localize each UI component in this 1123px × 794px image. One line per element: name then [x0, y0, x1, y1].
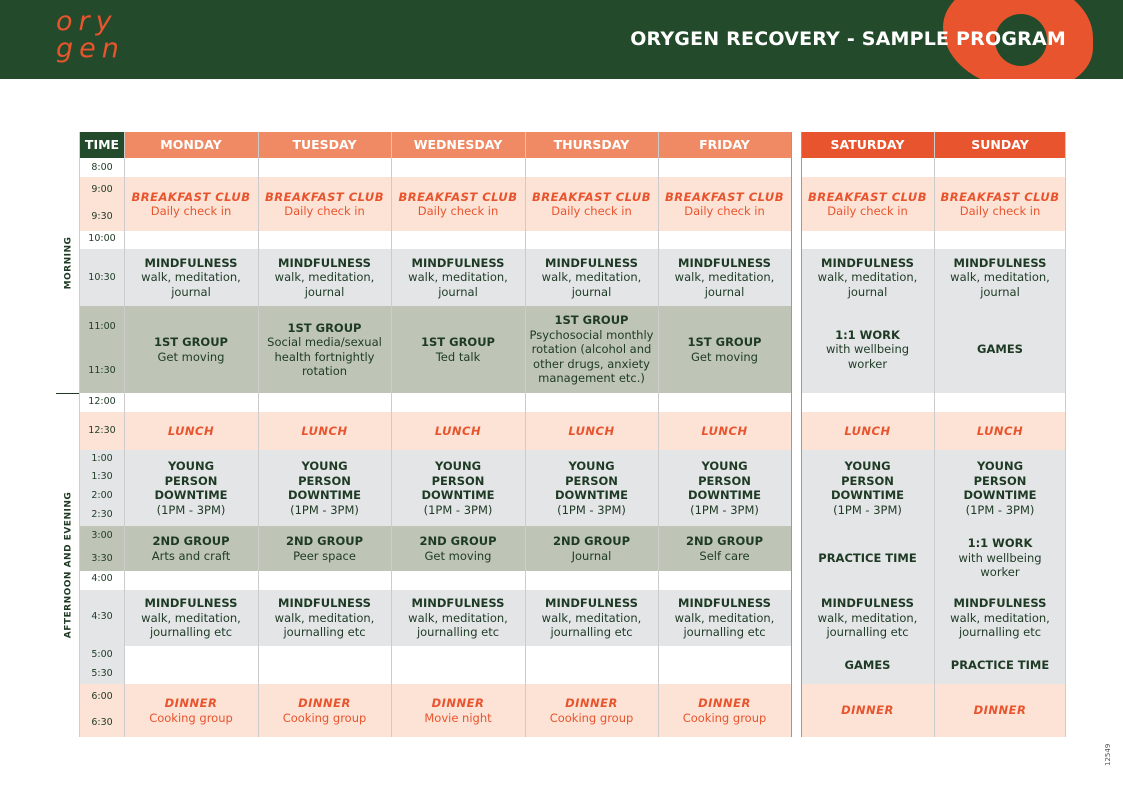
mindfulness-title: MINDFULNESS — [545, 255, 638, 270]
lunch-wednesday — [391, 412, 525, 450]
orygen-logo — [56, 8, 146, 70]
mindfulness-pm-sub: walk, meditation, journalling etc — [817, 610, 918, 640]
empty-slot — [391, 231, 525, 249]
empty-slot — [801, 158, 934, 177]
group2-monday — [124, 526, 258, 571]
group1-thursday — [525, 306, 658, 393]
lunch-monday — [124, 412, 258, 450]
mindfulness-pm-title: MINDFULNESS — [953, 596, 1047, 611]
empty-slot — [525, 571, 658, 590]
group2-title: 2ND GROUP — [152, 534, 230, 548]
empty-slot — [258, 231, 391, 249]
mindfulness-am-saturday — [801, 249, 934, 306]
group1-title: 1ST GROUP — [421, 335, 495, 349]
empty-slot — [934, 231, 1066, 249]
lunch-thursday — [525, 412, 658, 450]
group2-saturday — [801, 526, 934, 590]
empty-slot — [801, 231, 934, 249]
section-afternoon — [56, 393, 80, 737]
dinner-label: DINNER — [431, 696, 485, 710]
time-label: 11:30 — [88, 365, 116, 376]
mindfulness-title: MINDFULNESS — [821, 255, 914, 270]
group1-sub: Ted talk — [435, 349, 481, 364]
dinner-label: DINNER — [973, 703, 1027, 718]
downtime-title: YOUNG PERSON DOWNTIME — [963, 459, 1037, 502]
downtime-tuesday — [258, 450, 391, 526]
group2-friday — [658, 526, 791, 571]
mindfulness-sub: walk, meditation, journal — [950, 270, 1050, 299]
empty-slot — [525, 158, 658, 177]
mindfulness-pm-monday — [124, 590, 258, 646]
group1-tuesday — [258, 306, 391, 393]
dinner-sub: Cooking group — [282, 710, 367, 725]
section-morning-label-wrap — [56, 132, 80, 393]
group2-sub: Get moving — [424, 548, 492, 563]
breakfast-sub: Daily check in — [551, 204, 632, 218]
lunch-label: LUNCH — [844, 423, 891, 438]
dinner-monday — [124, 684, 258, 737]
dinner-sub: Movie night — [424, 710, 492, 725]
time-label: 3:30 — [91, 553, 113, 564]
time-label: 3:00 — [91, 530, 113, 541]
breakfast-title: BREAKFAST CLUB — [532, 189, 651, 204]
downtime-saturday — [801, 450, 934, 526]
breakfast-sub: Daily check in — [959, 204, 1041, 218]
mindfulness-pm-wednesday — [391, 590, 525, 646]
time-label: 10:30 — [88, 272, 116, 283]
breakfast-title: BREAKFAST CLUB — [808, 189, 927, 204]
section-morning-label: MORNING — [63, 236, 73, 289]
mindfulness-pm-sub: walk, meditation, journalling etc — [408, 610, 508, 640]
breakfast-title: BREAKFAST CLUB — [665, 189, 784, 204]
group2-title: 2ND GROUP — [552, 534, 630, 548]
time-slot-bg — [80, 306, 124, 393]
time-label: 8:00 — [91, 162, 113, 173]
mindfulness-am-thursday — [525, 249, 658, 306]
lunch-label: LUNCH — [434, 423, 482, 438]
group2-sub: with wellbeing worker — [958, 550, 1042, 580]
page-title: ORYGEN RECOVERY - SAMPLE PROGRAM — [630, 28, 1066, 50]
day-header-tuesday: TUESDAY — [258, 132, 391, 158]
lunch-label: LUNCH — [568, 423, 615, 438]
weekend-late-saturday — [801, 646, 934, 684]
breakfast-club-friday — [658, 177, 791, 231]
dinner-saturday — [801, 684, 934, 737]
empty-slot — [124, 571, 258, 590]
dinner-label: DINNER — [565, 696, 618, 710]
mindfulness-pm-sunday — [934, 590, 1066, 646]
group1-title: 1:1 WORK — [835, 327, 900, 342]
weekend-divider — [791, 132, 792, 737]
mindfulness-title: MINDFULNESS — [953, 255, 1047, 270]
group1-sunday — [934, 306, 1066, 393]
breakfast-sub: Daily check in — [417, 204, 499, 218]
dinner-sub: Cooking group — [149, 710, 233, 725]
mindfulness-am-sunday — [934, 249, 1066, 306]
breakfast-sub: Daily check in — [827, 204, 908, 218]
empty-slot — [525, 393, 658, 412]
empty-slot — [391, 158, 525, 177]
empty-slot — [658, 158, 791, 177]
downtime-title: YOUNG PERSON DOWNTIME — [687, 459, 762, 502]
section-afternoon-label: AFTERNOON AND EVENING — [63, 491, 73, 639]
breakfast-club-monday — [124, 177, 258, 231]
downtime-sub: (1PM - 3PM) — [965, 502, 1035, 517]
dinner-sunday — [934, 684, 1066, 737]
downtime-title: YOUNG PERSON DOWNTIME — [554, 459, 629, 502]
group1-title: 1ST GROUP — [287, 320, 362, 335]
breakfast-title: BREAKFAST CLUB — [131, 189, 251, 204]
mindfulness-pm-friday — [658, 590, 791, 646]
lunch-tuesday — [258, 412, 391, 450]
lunch-label: LUNCH — [301, 423, 348, 438]
mindfulness-sub: walk, meditation, journal — [274, 270, 375, 299]
lunch-label: LUNCH — [167, 423, 215, 438]
mindfulness-pm-title: MINDFULNESS — [278, 596, 371, 611]
mindfulness-title: MINDFULNESS — [678, 255, 771, 270]
column-divider — [258, 132, 259, 737]
mindfulness-sub: walk, meditation, journal — [541, 270, 642, 299]
mindfulness-am-friday — [658, 249, 791, 306]
downtime-title: YOUNG PERSON DOWNTIME — [154, 459, 228, 502]
weekend-late-title: PRACTICE TIME — [950, 657, 1050, 672]
mindfulness-pm-sub: walk, meditation, journalling etc — [141, 610, 241, 640]
time-label: 12:30 — [88, 425, 116, 436]
group2-sub: Arts and craft — [151, 548, 231, 563]
logo-line-2: gen — [56, 33, 125, 64]
section-afternoon-label-wrap — [56, 393, 80, 737]
breakfast-sub: Daily check in — [684, 204, 765, 218]
downtime-sub: (1PM - 3PM) — [290, 502, 359, 517]
breakfast-title: BREAKFAST CLUB — [265, 189, 384, 204]
mindfulness-title: MINDFULNESS — [278, 255, 371, 270]
header-bar — [0, 0, 1123, 79]
weekend-late-title: GAMES — [844, 657, 891, 672]
downtime-sub: (1PM - 3PM) — [690, 502, 759, 517]
empty-slot — [658, 231, 791, 249]
breakfast-sub: Daily check in — [150, 204, 232, 218]
mindfulness-sub: walk, meditation, journal — [674, 270, 775, 299]
group1-sub: Psychosocial monthly rotation (alcohol and other drugs, anxiety management etc.) — [529, 327, 654, 386]
mindfulness-sub: walk, meditation, journal — [408, 270, 508, 299]
downtime-thursday — [525, 450, 658, 526]
group1-sub: Get moving — [691, 349, 758, 364]
mindfulness-am-tuesday — [258, 249, 391, 306]
breakfast-title: BREAKFAST CLUB — [940, 189, 1060, 204]
dinner-sub: Cooking group — [549, 710, 634, 725]
dinner-sub: Cooking group — [682, 710, 767, 725]
downtime-sunday — [934, 450, 1066, 526]
time-border — [124, 132, 125, 737]
lunch-label: LUNCH — [701, 423, 748, 438]
logo-line-1: ory — [56, 6, 118, 37]
time-label: 1:00 — [91, 453, 113, 464]
day-header-friday: FRIDAY — [658, 132, 791, 158]
breakfast-club-sunday — [934, 177, 1066, 231]
group1-title: 1ST GROUP — [687, 335, 762, 349]
empty-slot — [934, 393, 1066, 412]
time-column-header: TIME — [80, 132, 124, 158]
mindfulness-title: MINDFULNESS — [144, 255, 238, 270]
time-label: 4:30 — [91, 611, 113, 622]
mindfulness-am-monday — [124, 249, 258, 306]
breakfast-club-tuesday — [258, 177, 391, 231]
group2-title: 1:1 WORK — [967, 536, 1033, 551]
dinner-friday — [658, 684, 791, 737]
mindfulness-sub: walk, meditation, journal — [817, 270, 918, 299]
downtime-friday — [658, 450, 791, 526]
dinner-label: DINNER — [841, 703, 894, 718]
group1-sub: Get moving — [157, 349, 225, 364]
time-label: 4:00 — [91, 573, 113, 584]
downtime-title: YOUNG PERSON DOWNTIME — [287, 459, 362, 502]
downtime-wednesday — [391, 450, 525, 526]
empty-slot — [124, 646, 258, 684]
empty-slot — [391, 646, 525, 684]
group2-sub: Peer space — [293, 548, 356, 563]
column-divider — [658, 132, 659, 737]
lunch-saturday — [801, 412, 934, 450]
mindfulness-pm-tuesday — [258, 590, 391, 646]
mindfulness-pm-title: MINDFULNESS — [545, 596, 638, 611]
group2-thursday — [525, 526, 658, 571]
downtime-sub: (1PM - 3PM) — [423, 502, 493, 517]
empty-slot — [658, 646, 791, 684]
day-header-thursday: THURSDAY — [525, 132, 658, 158]
group1-friday — [658, 306, 791, 393]
mindfulness-pm-title: MINDFULNESS — [821, 596, 914, 611]
mindfulness-pm-sub: walk, meditation, journalling etc — [674, 610, 775, 640]
downtime-sub: (1PM - 3PM) — [557, 502, 626, 517]
day-header-monday: MONDAY — [124, 132, 258, 158]
empty-slot — [258, 393, 391, 412]
time-label: 6:00 — [91, 691, 113, 702]
empty-slot — [124, 231, 258, 249]
mindfulness-pm-title: MINDFULNESS — [144, 596, 238, 611]
group2-sub: Self care — [699, 548, 750, 563]
lunch-sunday — [934, 412, 1066, 450]
day-header-saturday: SATURDAY — [801, 132, 934, 158]
mindfulness-pm-sub: walk, meditation, journalling etc — [541, 610, 642, 640]
mindfulness-pm-title: MINDFULNESS — [678, 596, 771, 611]
empty-slot — [658, 571, 791, 590]
time-label: 2:30 — [91, 509, 113, 520]
breakfast-title: BREAKFAST CLUB — [398, 189, 518, 204]
downtime-title: YOUNG PERSON DOWNTIME — [421, 459, 495, 502]
mindfulness-pm-thursday — [525, 590, 658, 646]
empty-slot — [258, 158, 391, 177]
group1-title: 1ST GROUP — [154, 335, 228, 349]
column-divider — [934, 132, 935, 737]
day-header-wednesday: WEDNESDAY — [391, 132, 525, 158]
breakfast-club-wednesday — [391, 177, 525, 231]
weekend-late-sunday — [934, 646, 1066, 684]
breakfast-club-thursday — [525, 177, 658, 231]
empty-slot — [391, 393, 525, 412]
downtime-monday — [124, 450, 258, 526]
empty-slot — [525, 231, 658, 249]
group1-sub: with wellbeing worker — [825, 342, 910, 371]
time-label: 11:00 — [88, 321, 116, 332]
group2-title: 2ND GROUP — [419, 534, 497, 548]
dinner-label: DINNER — [698, 696, 751, 710]
group1-title: 1ST GROUP — [554, 313, 629, 328]
empty-slot — [124, 158, 258, 177]
empty-slot — [658, 393, 791, 412]
group2-sunday — [934, 526, 1066, 590]
group2-title: PRACTICE TIME — [818, 550, 917, 565]
lunch-friday — [658, 412, 791, 450]
group1-wednesday — [391, 306, 525, 393]
time-label: 10:00 — [88, 233, 116, 244]
empty-slot — [934, 158, 1066, 177]
group2-sub: Journal — [571, 548, 612, 563]
empty-slot — [258, 571, 391, 590]
time-label: 5:00 — [91, 649, 113, 660]
group2-tuesday — [258, 526, 391, 571]
dinner-label: DINNER — [298, 696, 351, 710]
time-label: 1:30 — [91, 471, 113, 482]
mindfulness-title: MINDFULNESS — [411, 255, 505, 270]
group2-title: 2ND GROUP — [685, 534, 763, 548]
time-label: 2:00 — [91, 490, 113, 501]
mindfulness-pm-sub: walk, meditation, journalling etc — [274, 610, 375, 640]
empty-slot — [124, 393, 258, 412]
empty-slot — [258, 646, 391, 684]
day-header-sunday: SUNDAY — [934, 132, 1066, 158]
group1-title: GAMES — [977, 342, 1023, 357]
downtime-sub: (1PM - 3PM) — [156, 502, 226, 517]
downtime-sub: (1PM - 3PM) — [833, 502, 902, 517]
empty-slot — [525, 646, 658, 684]
section-morning — [56, 132, 80, 393]
time-label: 9:00 — [91, 184, 113, 195]
right-border — [1065, 132, 1066, 737]
dinner-label: DINNER — [164, 696, 218, 710]
mindfulness-pm-saturday — [801, 590, 934, 646]
column-divider — [525, 132, 526, 737]
empty-slot — [801, 393, 934, 412]
time-label: 9:30 — [91, 211, 113, 222]
mindfulness-pm-sub: walk, meditation, journalling etc — [950, 610, 1050, 640]
breakfast-sub: Daily check in — [284, 204, 365, 218]
group1-sub: Social media/sexual health fortnightly rotation — [267, 335, 382, 378]
time-label: 6:30 — [91, 717, 113, 728]
mindfulness-pm-title: MINDFULNESS — [411, 596, 505, 611]
downtime-title: YOUNG PERSON DOWNTIME — [830, 459, 905, 502]
group1-monday — [124, 306, 258, 393]
breakfast-club-saturday — [801, 177, 934, 231]
time-label: 5:30 — [91, 668, 113, 679]
lunch-label: LUNCH — [976, 423, 1024, 438]
document-code: 12549 — [1104, 743, 1112, 766]
weekend-divider — [801, 132, 802, 737]
mindfulness-sub: walk, meditation, journal — [141, 270, 241, 299]
dinner-wednesday — [391, 684, 525, 737]
time-label: 12:00 — [88, 396, 116, 407]
group2-title: 2ND GROUP — [285, 534, 363, 548]
empty-slot — [391, 571, 525, 590]
group1-saturday — [801, 306, 934, 393]
group2-wednesday — [391, 526, 525, 571]
column-divider — [391, 132, 392, 737]
dinner-thursday — [525, 684, 658, 737]
dinner-tuesday — [258, 684, 391, 737]
mindfulness-am-wednesday — [391, 249, 525, 306]
